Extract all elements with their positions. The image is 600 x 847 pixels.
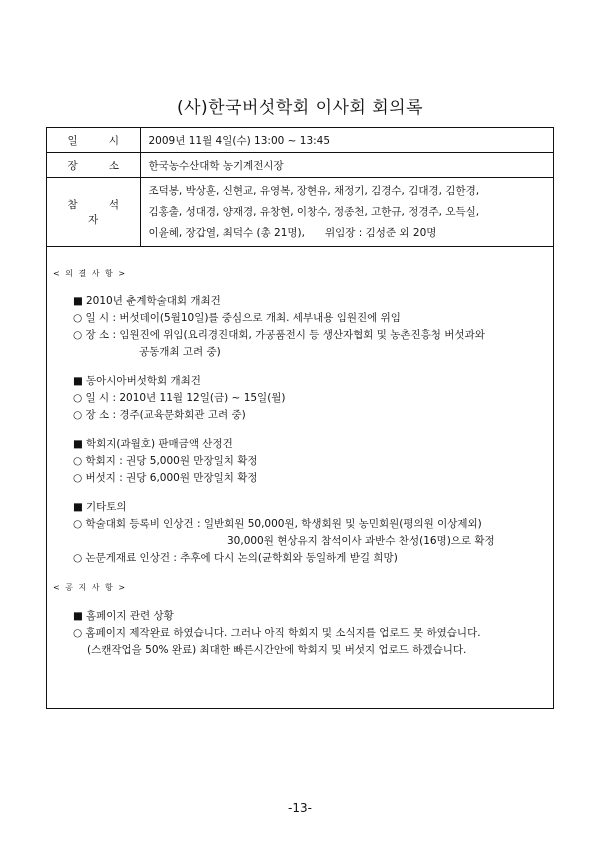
agenda-section-label: < 의 결 사 항 > — [53, 269, 127, 278]
notice-line: (스캔작업을 50% 완료) 최대한 빠른시간안에 학회지 및 버섯지 업로드 하겠습니다. — [87, 644, 467, 656]
notice-line: ○ 홈페이지 제작완료 하였습니다. 그러나 아직 학회지 및 소식지를 업로드 못 하였습니다. — [73, 627, 481, 639]
attendees-row — [47, 178, 553, 247]
square-bullet-icon: ■ — [73, 295, 83, 307]
agenda-line: ○ 학회지 : 권당 5,000원 만장일치 확정 — [73, 455, 258, 467]
notice-heading — [73, 608, 174, 623]
square-bullet-icon: ■ — [73, 501, 83, 513]
square-bullet-icon: ■ — [73, 610, 83, 622]
square-bullet-icon: ■ — [73, 375, 83, 387]
notice-heading-text: 홈페이지 관련 상황 — [86, 610, 174, 622]
attendees-line: 김홍출, 성대경, 양재경, 유창현, 이창수, 정종천, 고한규, 정경주, 오득실, — [148, 205, 480, 218]
agenda-line: ○ 장 소 : 경주(교육문화회관 고려 중) — [73, 409, 246, 421]
agenda-heading-text: 2010년 춘계학술대회 개최건 — [86, 295, 221, 307]
attendees-line: 조덕봉, 박상훈, 신현교, 유영복, 장현유, 채정기, 김경수, 김대경, 김한경, — [148, 184, 480, 197]
place-value: 한국농수산대학 농기계전시장 — [140, 153, 553, 178]
minutes-frame — [46, 127, 554, 709]
agenda-line: ○ 일 시 : 버섯데이(5월10일)를 중심으로 개최. 세부내용 임원진에 위임 — [73, 312, 401, 324]
document-title: (사)한국버섯학회 이사회 회의록 — [176, 98, 424, 118]
agenda-line: ○ 일 시 : 2010년 11월 12일(금) ~ 15일(월) — [73, 392, 286, 404]
agenda-heading — [73, 499, 127, 514]
agenda-heading-text: 학회지(과월호) 판매금액 산정건 — [86, 438, 233, 450]
date-label: 일 시 — [47, 128, 140, 153]
place-row — [47, 153, 553, 178]
date-row — [47, 128, 553, 153]
agenda-line: 공동개최 고려 중) — [139, 346, 221, 358]
agenda-line: 30,000원 현상유지 참석이사 과반수 찬성(16명)으로 확정 — [227, 535, 495, 547]
agenda-heading-text: 동아시아버섯학회 개최건 — [86, 375, 201, 387]
agenda-line: ○ 장 소 : 임원진에 위임(요리경진대회, 가공품전시 등 생산자협회 및 농촌진흥청 버섯과와 — [73, 329, 485, 341]
page-number: -13- — [288, 801, 312, 815]
square-bullet-icon: ■ — [73, 438, 83, 450]
place-label: 장 소 — [47, 153, 140, 178]
agenda-line: ○ 학술대회 등록비 인상건 : 일반회원 50,000원, 학생회원 및 농민회원(평의원 이상제외) — [73, 518, 482, 530]
agenda-heading — [73, 436, 233, 451]
agenda-line: ○ 버섯지 : 권당 6,000원 만장일치 확정 — [73, 472, 258, 484]
date-value: 2009년 11월 4일(수) 13:00 ~ 13:45 — [140, 128, 553, 153]
agenda-heading — [73, 373, 201, 388]
attendees-label: 참 석 자 — [47, 178, 140, 247]
agenda-heading — [73, 293, 221, 308]
attendees-value — [140, 178, 553, 247]
agenda-heading-text: 기타토의 — [86, 501, 127, 513]
attendees-line: 이윤혜, 장갑열, 최덕수 (총 21명), 위임장 : 김성준 외 20명 — [148, 226, 437, 239]
notice-section-label: < 공 지 사 항 > — [53, 583, 127, 592]
agenda-line: ○ 논문게재료 인상건 : 추후에 다시 논의(균학회와 동일하게 받길 희망) — [73, 552, 398, 564]
meeting-info-table — [47, 128, 553, 247]
